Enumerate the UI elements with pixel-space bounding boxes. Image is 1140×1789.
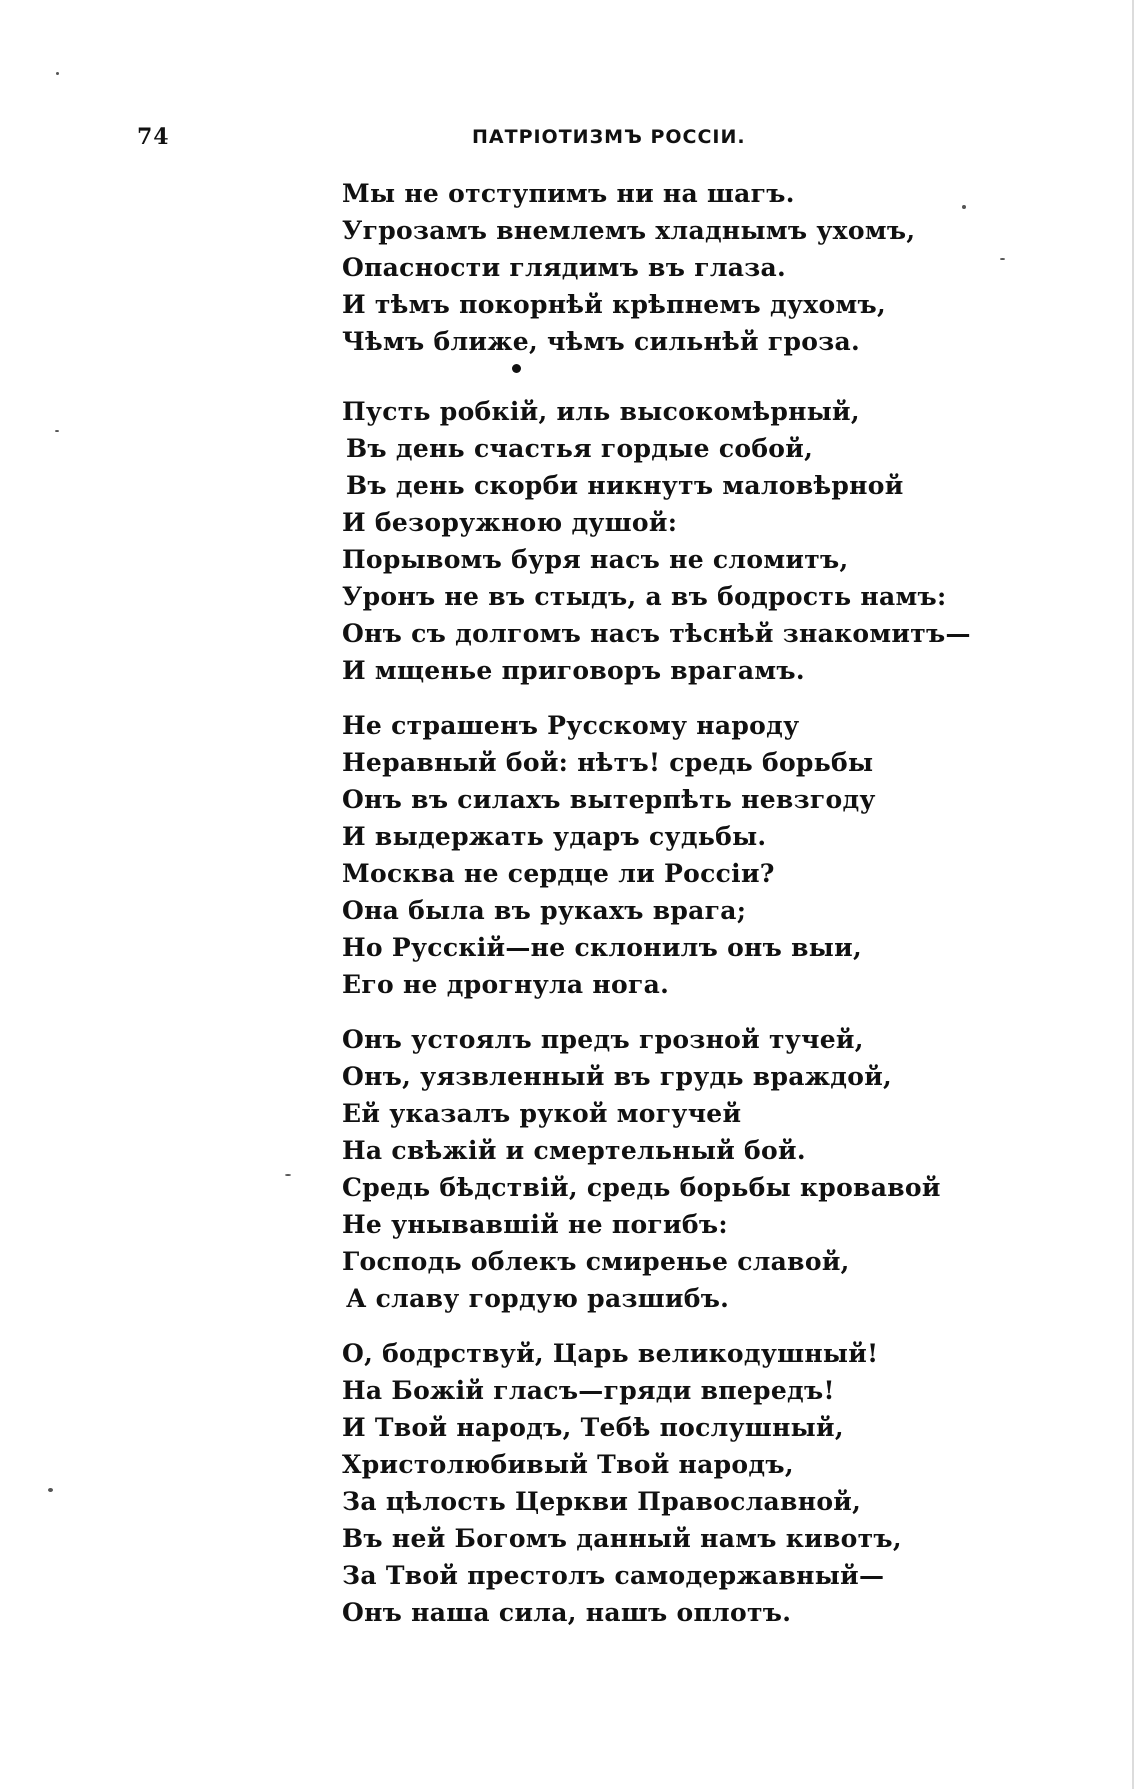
stanza-5: [342, 1335, 1062, 1631]
poem-line: Мы не отступимъ ни на шагъ.: [342, 179, 795, 208]
page-number: 74: [137, 124, 170, 150]
scan-speck: [55, 430, 59, 432]
poem-line: Ей указалъ рукой могучей: [342, 1099, 742, 1128]
poem-line: Господь облекъ смиренье славой,: [342, 1247, 850, 1276]
poem-line: И мщенье приговоръ врагамъ.: [342, 656, 805, 685]
poem-line: Она была въ рукахъ врага;: [342, 896, 747, 925]
poem-line: Уронъ не въ стыдъ, а въ бодрость намъ:: [342, 582, 947, 611]
poem-line: Въ ней Богомъ данный намъ кивотъ,: [342, 1524, 902, 1553]
poem-line: Не страшенъ Русскому народу: [342, 711, 800, 740]
scan-speck: [48, 1488, 53, 1492]
stanza-4: [342, 1021, 1062, 1317]
stanza-2: [342, 393, 1062, 689]
poem-line: Но Русскій—не склонилъ онъ выи,: [342, 933, 863, 962]
poem-line: Въ день счастья гордые собой,: [346, 434, 814, 463]
page-edge-shadow: [1132, 0, 1134, 1789]
poem-line: Его не дрогнула нога.: [342, 970, 670, 999]
poem-body: [342, 175, 1062, 1631]
poem-line: И выдержать ударъ судьбы.: [342, 822, 767, 851]
running-title: ПАТРІОТИЗМЪ РОССІИ.: [472, 126, 746, 148]
poem-line: За Твой престолъ самодержавный—: [342, 1561, 885, 1590]
poem-line: Угрозамъ внемлемъ хладнымъ ухомъ,: [342, 216, 916, 245]
stanza-3: [342, 707, 1062, 1003]
poem-line: И тѣмъ покорнѣй крѣпнемъ духомъ,: [342, 290, 886, 319]
poem-line: Пусть робкій, иль высокомѣрный,: [342, 397, 860, 426]
poem-line: И Твой народъ, Тебѣ послушный,: [342, 1413, 844, 1442]
stanza-1: [342, 175, 1062, 360]
poem-line: Чѣмъ ближе, чѣмъ сильнѣй гроза.: [342, 327, 860, 356]
poem-line: Средь бѣдствій, средь борьбы кровавой: [342, 1173, 941, 1202]
poem-line: За цѣлость Церкви Православной,: [342, 1487, 862, 1516]
poem-line: О, бодрствуй, Царь великодушный!: [342, 1339, 879, 1368]
scan-speck: [285, 1174, 291, 1176]
poem-line: Не унывавшій не погибъ:: [342, 1210, 728, 1239]
poem-line: Онъ устоялъ предъ грозной тучей,: [342, 1025, 864, 1054]
poem-line: На Божій гласъ—гряди впередъ!: [342, 1376, 835, 1405]
poem-line: Порывомъ буря насъ не сломитъ,: [342, 545, 849, 574]
poem-line: Христолюбивый Твой народъ,: [342, 1450, 794, 1479]
poem-line: Опасности глядимъ въ глаза.: [342, 253, 787, 282]
poem-line: Онъ наша сила, нашъ оплотъ.: [342, 1598, 792, 1627]
scan-speck: [56, 72, 59, 75]
poem-line: Въ день скорби никнутъ маловѣрной: [346, 471, 904, 500]
poem-line: Онъ съ долгомъ насъ тѣснѣй знакомитъ—: [342, 619, 971, 648]
poem-line: Онъ въ силахъ вытерпѣть невзгоду: [342, 785, 876, 814]
poem-line: Москва не сердце ли Россіи?: [342, 859, 775, 888]
poem-line: Неравный бой: нѣтъ! средь борьбы: [342, 748, 874, 777]
poem-line: И безоружною душой:: [342, 508, 678, 537]
poem-line: На свѣжій и смертельный бой.: [342, 1136, 806, 1165]
poem-line: А славу гордую разшибъ.: [346, 1284, 730, 1313]
poem-line: Онъ, уязвленный въ грудь враждой,: [342, 1062, 893, 1091]
